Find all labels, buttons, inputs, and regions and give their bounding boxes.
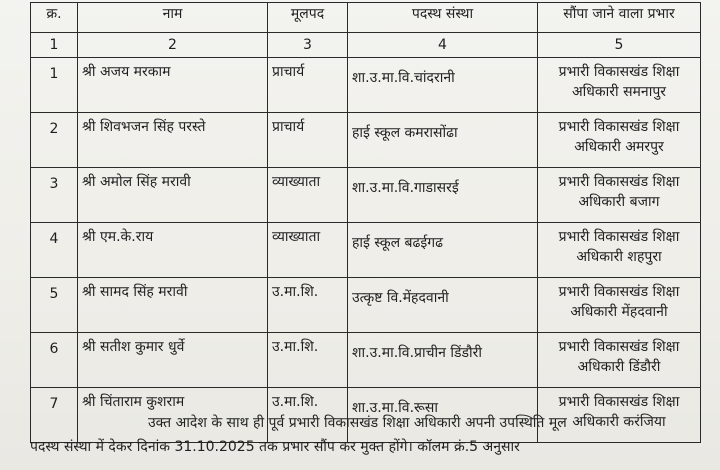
paragraph-text: पदस्थ संस्था में देकर दिनांक 31.10.2025 तक प्रभार सौंप कर मुक्त होंगे। कॉलम क्रं.5 अनुसार [30, 439, 520, 455]
post-cell: प्राचार्य [268, 58, 348, 113]
post-cell: व्याख्याता [268, 168, 348, 223]
institution-cell: हाई स्कूल बढईगढ [348, 223, 538, 278]
post-cell: उ.मा.शि. [268, 333, 348, 388]
table-header-row [31, 3, 701, 33]
post-cell: व्याख्याता [268, 223, 348, 278]
institution-cell: हाई स्कूल कमरासोंढा [348, 113, 538, 168]
charge-cell: प्रभारी विकासखंड शिक्षा अधिकारी मेंहदवानी [538, 278, 701, 333]
order-paragraph-line-1 [30, 413, 700, 434]
name-cell: श्री सतीश कुमार धुर्वे [78, 333, 268, 388]
header-posted-institution: पदस्थ संस्था [348, 3, 538, 33]
column-number-row [31, 33, 701, 58]
post-cell: उ.मा.शि. [268, 278, 348, 333]
serial-cell: 6 [31, 333, 78, 388]
charge-cell: प्रभारी विकासखंड शिक्षा अधिकारी करंजिया [538, 388, 701, 443]
header-assigned-charge: सौंपा जाने वाला प्रभार [538, 3, 701, 33]
serial-cell: 2 [31, 113, 78, 168]
table-row [31, 113, 701, 168]
table-row [31, 333, 701, 388]
post-cell: उ.मा.शि. [268, 388, 348, 443]
header-serial: क्र. [31, 3, 78, 33]
serial-cell: 4 [31, 223, 78, 278]
column-number: 1 [31, 33, 78, 58]
header-original-post: मूलपद [268, 3, 348, 33]
column-number: 5 [538, 33, 701, 58]
name-cell: श्री एम.के.राय [78, 223, 268, 278]
table-row [31, 278, 701, 333]
charge-cell: प्रभारी विकासखंड शिक्षा अधिकारी अमरपुर [538, 113, 701, 168]
serial-cell: 1 [31, 58, 78, 113]
header-name: नाम [78, 3, 268, 33]
table-row [31, 58, 701, 113]
name-cell: श्री चिंताराम कुशराम [78, 388, 268, 443]
institution-cell: शा.उ.मा.वि.चांदरानी [348, 58, 538, 113]
serial-cell: 5 [31, 278, 78, 333]
charge-cell: प्रभारी विकासखंड शिक्षा अधिकारी बजाग [538, 168, 701, 223]
column-number: 4 [348, 33, 538, 58]
name-cell: श्री शिवभजन सिंह परस्ते [78, 113, 268, 168]
column-number: 2 [78, 33, 268, 58]
institution-cell: शा.उ.मा.वि.रूसा [348, 388, 538, 443]
charge-assignment-table [30, 2, 701, 443]
name-cell: श्री सामद सिंह मरावी [78, 278, 268, 333]
paragraph-text: उक्त आदेश के साथ ही पूर्व प्रभारी विकासखंड शिक्षा अधिकारी अपनी उपस्थिति मूल [148, 415, 567, 431]
charge-cell: प्रभारी विकासखंड शिक्षा अधिकारी डिंडौरी [538, 333, 701, 388]
institution-cell: शा.उ.मा.वि.गाडासरई [348, 168, 538, 223]
post-cell: प्राचार्य [268, 113, 348, 168]
institution-cell: शा.उ.मा.वि.प्राचीन डिंडौरी [348, 333, 538, 388]
charge-cell: प्रभारी विकासखंड शिक्षा अधिकारी समनापुर [538, 58, 701, 113]
column-number: 3 [268, 33, 348, 58]
serial-cell: 3 [31, 168, 78, 223]
table-row [31, 223, 701, 278]
order-paragraph-line-2 [30, 437, 700, 458]
serial-cell: 7 [31, 388, 78, 443]
charge-cell: प्रभारी विकासखंड शिक्षा अधिकारी शहपुरा [538, 223, 701, 278]
institution-cell: उत्कृष्ट वि.मेंहदवानी [348, 278, 538, 333]
table-row [31, 168, 701, 223]
name-cell: श्री अजय मरकाम [78, 58, 268, 113]
name-cell: श्री अमोल सिंह मरावी [78, 168, 268, 223]
